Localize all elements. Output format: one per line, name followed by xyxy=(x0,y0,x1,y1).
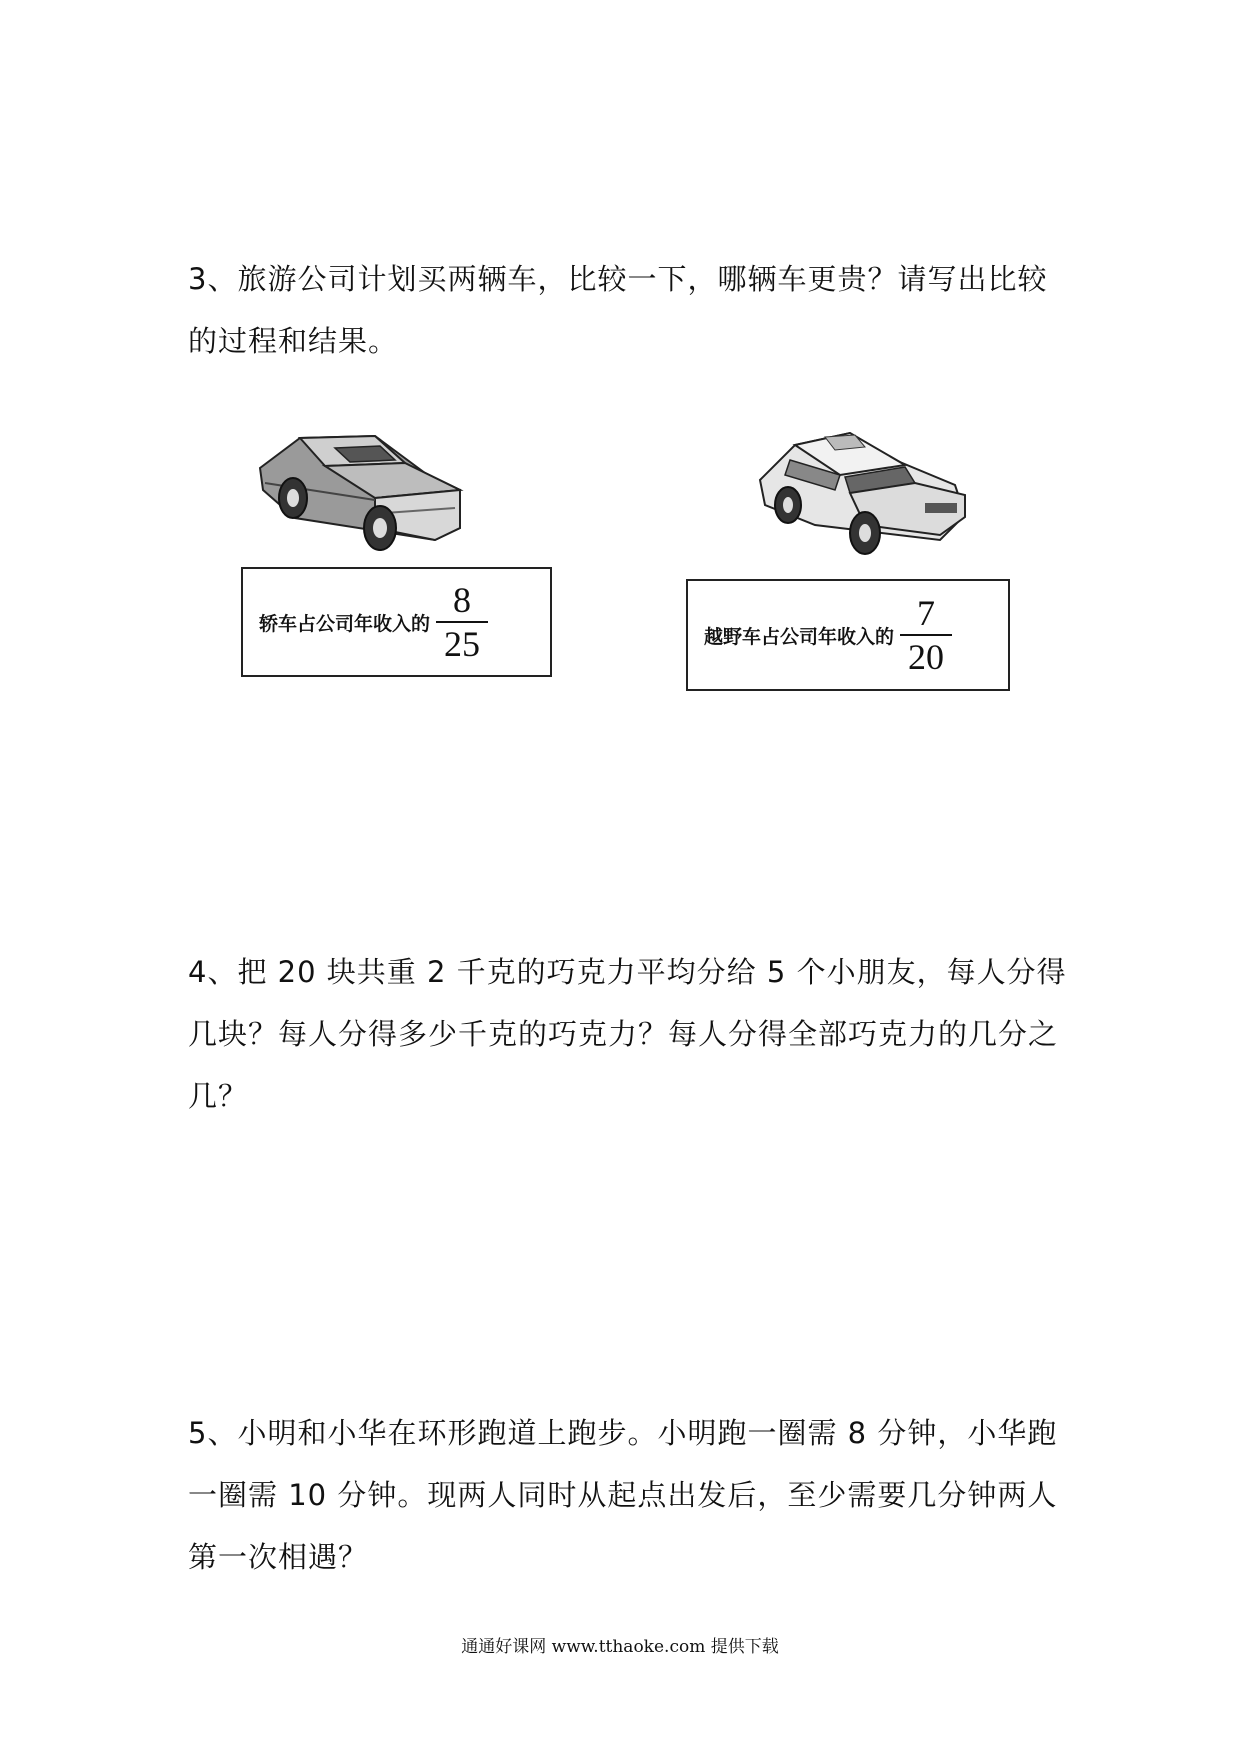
sedan-denominator: 25 xyxy=(444,624,481,664)
question-5: 5、小明和小华在环形跑道上跑步。小明跑一圈需 8 分钟，小华跑一圈需 10 分钟。现两人同时从起点出发后，至少需要几分钟两人第一次相遇？ xyxy=(188,1416,1058,1574)
sedan-numerator: 8 xyxy=(453,580,472,620)
sedan-car-icon xyxy=(255,428,475,563)
suv-car-icon xyxy=(755,425,970,565)
page-footer: 通通好课网 www.tthaoke.com 提供下载 xyxy=(461,1637,779,1657)
suv-numerator: 7 xyxy=(917,593,936,633)
suv-fraction xyxy=(900,592,952,678)
suv-denominator: 20 xyxy=(908,637,945,677)
question-3: 3、旅游公司计划买两辆车，比较一下，哪辆车更贵？请写出比较的过程和结果。 xyxy=(188,262,1048,358)
sedan-info-box xyxy=(241,567,552,677)
sedan-fraction xyxy=(436,579,488,665)
suv-label: 越野车占公司年收入的 xyxy=(704,625,895,648)
suv-info-box xyxy=(686,579,1010,691)
sedan-label: 轿车占公司年收入的 xyxy=(259,612,431,635)
question-4: 4、把 20 块共重 2 千克的巧克力平均分给 5 个小朋友，每人分得几块？每人分得多少千克的巧克力？每人分得全部巧克力的几分之几？ xyxy=(188,955,1067,1113)
